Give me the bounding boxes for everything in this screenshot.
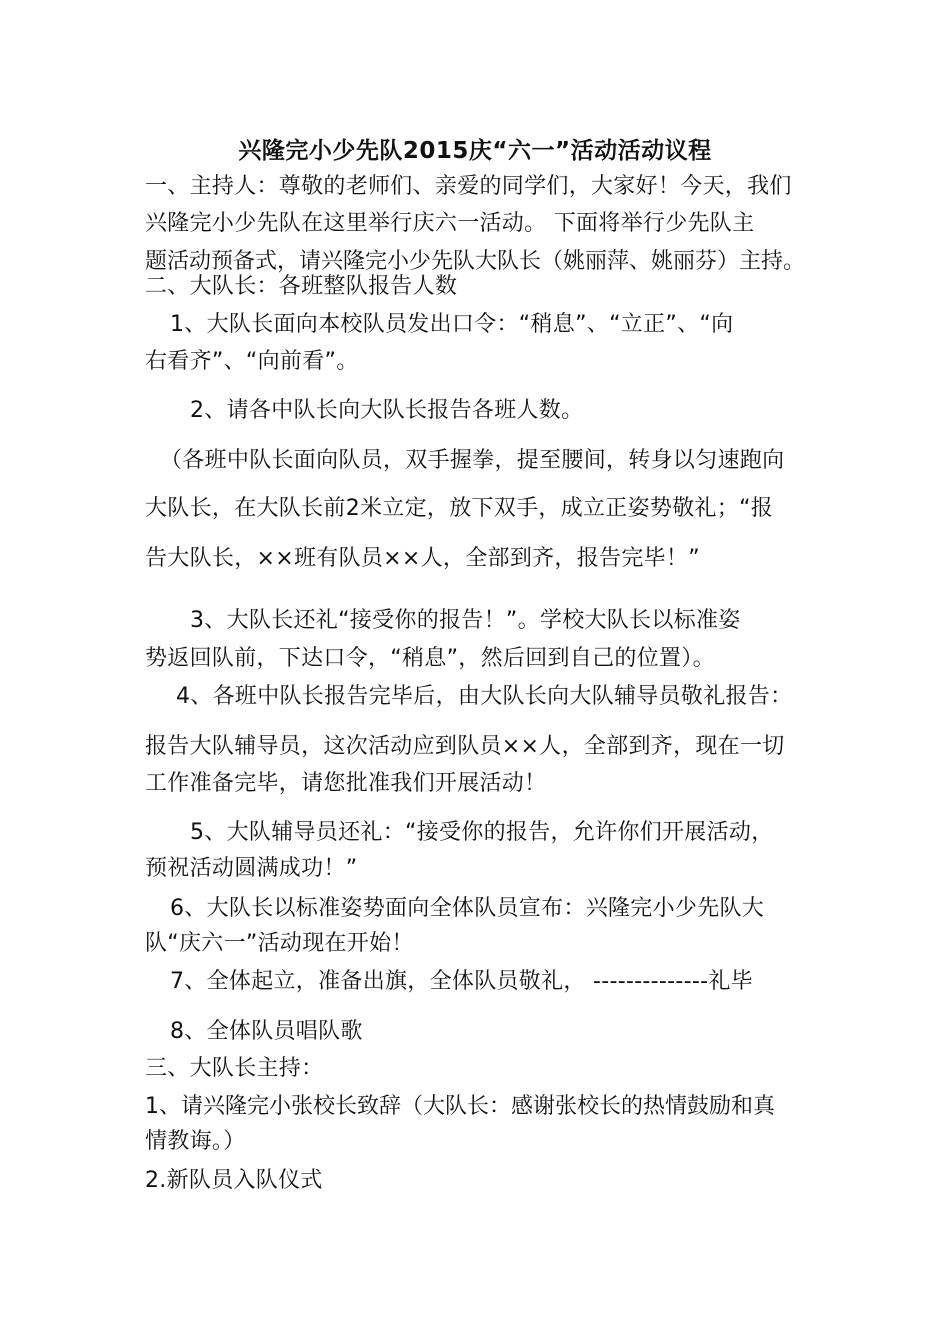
paragraph-line: 右看齐”、“向前看”。 — [145, 349, 359, 374]
paragraph-line: 2.新队员入队仪式 — [145, 1168, 323, 1193]
document-title: 兴隆完小少先队2015庆“六一”活动活动议程 — [238, 138, 712, 164]
paragraph-line: 3、大队长还礼“接受你的报告！”。学校大队长以标准姿 — [190, 608, 741, 633]
paragraph-line: 5、大队辅导员还礼：“接受你的报告，允许你们开展活动， — [190, 820, 774, 845]
paragraph-line: 2、请各中队长向大队长报告各班人数。 — [190, 398, 584, 423]
paragraph-line: 大队长，在大队长前2米立定，放下双手，成立正姿势敬礼；“报 — [145, 496, 774, 521]
paragraph-line: 告大队长，××班有队员××人，全部到齐，报告完毕！” — [145, 546, 700, 571]
paragraph-line: 情教诲。） — [145, 1129, 246, 1154]
paragraph-line: 1、请兴隆完小张校长致辞（大队长：感谢张校长的热情鼓励和真 — [145, 1094, 775, 1119]
paragraph-line: 队“庆六一”活动现在开始！ — [145, 931, 414, 956]
section-heading: 二、大队长：各班整队报告人数 — [145, 274, 458, 299]
paragraph-line: 工作准备完毕，请您批准我们开展活动！ — [145, 771, 547, 796]
paragraph-line: 势返回队前，下达口令，“稍息”，然后回到自己的位置）。 — [145, 646, 715, 671]
paragraph-line: 一、主持人：尊敬的老师们、亲爱的同学们，大家好！今天，我们 — [145, 174, 792, 199]
paragraph-line: 6、大队长以标准姿势面向全体队员宣布：兴隆完小少先队大 — [170, 896, 765, 921]
paragraph-line: 兴隆完小少先队在这里举行庆六一活动。 下面将举行少先队主 — [145, 211, 755, 236]
paragraph-line: 7、全体起立，准备出旗，全体队员敬礼， --------------礼毕 — [170, 969, 753, 994]
paragraph-line: 4、各班中队长报告完毕后，由大队长向大队辅导员敬礼报告： — [176, 684, 793, 709]
paragraph-line: 预祝活动圆满成功！” — [145, 856, 358, 881]
paragraph-line: 1、大队长面向本校队员发出口令：“稍息”、“立正”、“向 — [170, 312, 734, 337]
paragraph-line: 报告大队辅导员，这次活动应到队员××人，全部到齐，现在一切 — [145, 734, 785, 759]
paragraph-line: （各班中队长面向队员，双手握拳，提至腰间，转身以匀速跑向 — [160, 448, 785, 473]
section-heading: 三、大队长主持： — [145, 1056, 324, 1081]
paragraph-line: 8、全体队员唱队歌 — [170, 1019, 363, 1044]
paragraph-line: 题活动预备式，请兴隆完小少先队大队长（姚丽萍、姚丽芬）主持。 — [145, 249, 806, 274]
